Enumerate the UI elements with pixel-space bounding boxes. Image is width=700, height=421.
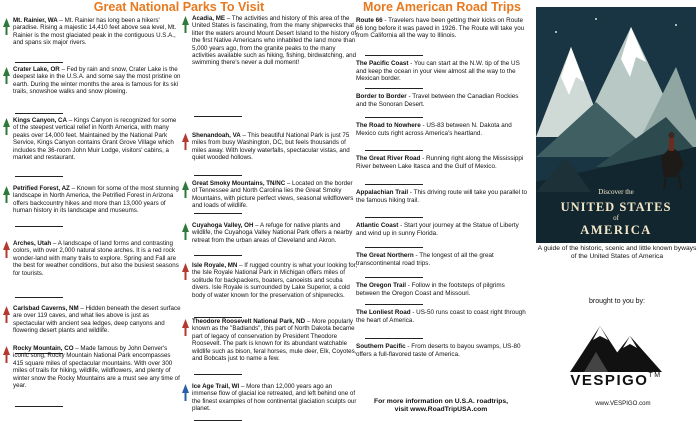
guide-description: A guide of the historic, scenic and little known byways of the United States of America <box>537 245 697 260</box>
road-trip-body: - From deserts to bayou swamps, US-80 offers a full-flavored taste of America. <box>356 343 521 358</box>
park-name: Kings Canyon, CA <box>13 117 67 124</box>
park-entry <box>3 185 181 223</box>
park-name: Carlsbad Caverns, NM <box>13 305 79 312</box>
park-description <box>192 132 358 162</box>
poster-of: of <box>613 214 619 222</box>
park-body: – More than 12,000 years ago an immense flow of glacial ice retreated, and left behind one of the finest examples of how continental glaciation sculpts our planet. <box>192 383 357 413</box>
park-description <box>13 185 181 215</box>
national-parks-heading: Great National Parks To Visit <box>93 0 265 14</box>
more-info-link[interactable]: visit www.RoadTripUSA.com <box>394 406 488 413</box>
road-trip-entry <box>356 60 528 83</box>
park-name: Ice Age Trail, WI <box>192 383 240 390</box>
divider-line <box>15 297 63 298</box>
park-entry <box>182 222 358 252</box>
road-trip-name: Border to Border <box>356 93 407 100</box>
road-trip-entry <box>356 93 528 108</box>
park-body: – Made famous by John Denver's iconic song, Rocky Mountain National Park encompasses 415 square miles of spectacular mountains. With over 300 miles of trails for hiking, wildlife, wildflowers, and plenty of winter snow the Rocky Mountains are a must see any time of year. <box>13 345 180 390</box>
mountain-icon <box>182 133 189 150</box>
divider-line <box>194 255 242 256</box>
divider-line <box>365 117 423 118</box>
road-trip-name: Southern Pacific <box>356 343 406 350</box>
trademark-mark: TM <box>648 372 662 379</box>
divider-line <box>365 277 423 278</box>
tree-icon <box>3 118 10 135</box>
mountain-icon <box>182 319 189 336</box>
park-name: Crater Lake, OR <box>13 66 60 73</box>
park-body: – More popularly known as the "Badlands", this part of North Dakota became part of legacy of conservation by President Theodore Roosevelt. The park is known for its abundant watchable wildlife such as bison, feral horses, mule deer, Elk, Coyotes, and Bobcats just to name a few. <box>192 318 357 363</box>
divider-line <box>365 338 423 339</box>
park-name: Theodore Roosevelt National Park, ND <box>192 318 306 325</box>
road-trip-name: Appalachian Trail <box>356 189 409 196</box>
park-description <box>192 318 358 362</box>
park-entry <box>182 262 358 314</box>
road-trip-name: Route 66 <box>356 17 383 24</box>
road-trip-name: Atlantic Coast <box>356 222 399 229</box>
park-body: – Fed by rain and snow, Crater Lake is the deepest lake in the U.S.A. and some say the most pristine on earth. During the winter months the area is famous for its ski trails, snowshoe walks and snow plowing. <box>13 66 181 96</box>
park-entry <box>3 305 181 350</box>
divider-line <box>15 176 63 177</box>
divider-line <box>365 55 423 56</box>
mountain-icon <box>3 346 10 363</box>
divider-line <box>194 374 242 375</box>
park-name: Great Smoky Mountains, TN/NC <box>192 180 286 187</box>
road-trip-entry <box>356 189 528 204</box>
park-description <box>13 117 181 161</box>
park-description <box>192 262 358 299</box>
road-trip-name: The Road to Nowhere <box>356 122 421 129</box>
road-trip-entry <box>356 122 528 137</box>
road-trip-name: The Lonliest Road <box>356 309 411 316</box>
tree-icon <box>182 223 189 240</box>
tree-icon <box>182 181 189 198</box>
road-trip-body: - Travel between the Canadian Rockies and the Sonoran Desert. <box>356 93 519 108</box>
park-body: – The activities and history of this area of the United States is fascinating, from the many shipwrecks that litter the waters around Mount Desert Island to the history of the first Native Americans who inhabited the land more than 5,000 years ago, from the granite peaks to the many activities available such as hiking, fishing, birdwatching, and swimming there's never a dull moment! <box>192 15 357 67</box>
divider-line <box>194 213 242 214</box>
park-entry <box>182 383 358 417</box>
park-entry <box>182 180 358 210</box>
mountain-peaks-icon <box>568 318 664 374</box>
glacier-icon <box>182 384 189 401</box>
brought-by-label: brought to you by: <box>588 298 646 305</box>
road-trip-entry <box>356 282 528 297</box>
poster-image <box>536 7 696 243</box>
road-trip-body: - Running right along the Mississippi River between Lake Itasca and the Gulf of Mexico. <box>356 155 524 170</box>
road-trip-name: The Great River Road <box>356 155 421 162</box>
park-name: Mt. Rainier, WA <box>13 17 58 24</box>
tree-icon <box>3 186 10 203</box>
park-entry <box>3 240 181 294</box>
park-description <box>192 222 358 244</box>
road-trip-entry <box>356 343 528 358</box>
park-description <box>13 345 181 389</box>
road-trip-body: - Start your journey at the Statue of Liberty and wind up in sunny Florida. <box>356 222 519 237</box>
road-trip-name: The Oregon Trail <box>356 282 407 289</box>
park-entry <box>3 66 181 110</box>
park-body: – Hidden beneath the desert surface are over 119 caves, and what lies above is just as spectacular with ancient sea ledges, deep canyons and flowering desert plants and wildlife. <box>13 305 181 335</box>
park-description <box>192 15 358 67</box>
park-name: Acadia, ME <box>192 15 226 22</box>
mountain-icon <box>3 241 10 258</box>
road-trip-body: - This driving route will take you parallel to the famous hiking trail. <box>356 189 528 204</box>
road-trip-body: - US-50 runs coast to coast right through the heart of America. <box>356 309 526 324</box>
road-trip-entry <box>356 252 528 267</box>
poster-america: AMERICA <box>580 223 652 237</box>
road-trip-entry <box>356 309 528 324</box>
park-name: Shenandoah, VA <box>192 132 241 139</box>
park-entry <box>3 117 181 173</box>
road-trip-name: The Great Northern <box>356 252 414 259</box>
park-body: – If rugged country is what your looking for, the Isle Royale National Park in Michigan offers miles of solitude for backpackers, boaters, canoeists and scuba divers. Isle Royale is surrounded by Lake Superior, a cold body of water known for the preservation of shipwrecks. <box>192 262 358 299</box>
divider-line <box>15 226 63 227</box>
divider-line <box>194 116 242 117</box>
divider-line <box>365 247 423 248</box>
park-description <box>13 305 181 335</box>
road-trip-body: - You can start at the N.W. tip of the US and keep the ocean in your view almost all the way to the Mexican border. <box>356 60 520 82</box>
road-trip-entry <box>356 222 528 237</box>
road-trip-name: The Pacific Coast <box>356 60 409 67</box>
more-info <box>355 398 527 414</box>
road-trip-entry <box>356 17 528 40</box>
divider-line <box>365 88 423 89</box>
divider-line <box>15 62 63 63</box>
park-name: Rocky Mountain, CO <box>13 345 74 352</box>
park-entry <box>182 15 358 113</box>
brand-name: VESPIGO <box>570 372 649 389</box>
park-body: – A refuge for native plants and wildlife, the Cuyahoga Valley National Park offers a nearby retreat from the urban areas of Cleveland and Akron. <box>192 222 353 244</box>
poster-united-states: UNITED STATES <box>560 200 672 214</box>
park-description <box>13 17 181 47</box>
road-trip-body: - Travelers have been getting their kicks on Route 66 long before it was paved in 1926. The Route will take you from California all the way to Illinois. <box>356 17 525 39</box>
park-body: – Kings Canyon is recognized for some of the steepest vertical relief in North America, with many peaks over 14,000 feet. Maintained by the National Park Service, Kings Canyon contains Grant Grove Village which includes the 36-room John Muir Lodge, visitors' cabins, a market and restaurant. <box>13 117 177 162</box>
tree-icon <box>3 67 10 84</box>
park-name: Petrified Forest, AZ <box>13 185 70 192</box>
park-entry <box>3 17 181 59</box>
park-body: – Located on the border of Tennessee and North Carolina lies the Great Smoky Mountains, with picture perfect views, seasonal wildflowers and loads of wildlife. <box>192 180 354 210</box>
park-entry <box>182 132 358 172</box>
park-body: – This beautiful National Park is just 75 miles from busy Washington, DC, but feels thousands of miles away. With lovely waterfalls, spectacular vistas, and quiet wooded hollows. <box>192 132 350 162</box>
park-name: Isle Royale, MN <box>192 262 238 269</box>
park-body: – Known for some of the most stunning landscape in North America, the Petrified Forest in Arizona offers backcountry hikes and more than 13,000 years of human history in its landscape and museums. <box>13 185 179 215</box>
mountain-icon <box>182 263 189 280</box>
divider-line <box>365 304 423 305</box>
road-trip-entry <box>356 155 528 170</box>
divider-line <box>15 113 63 114</box>
divider-line <box>15 406 63 407</box>
road-trip-body: - US-83 between N. Dakota and Mexico cuts right across America's heartland. <box>356 122 512 137</box>
divider-line <box>365 217 423 218</box>
divider-line <box>365 150 423 151</box>
park-name: Arches, Utah <box>13 240 52 247</box>
tree-icon <box>182 16 189 33</box>
park-description <box>192 180 358 210</box>
park-name: Cuyahoga Valley, OH <box>192 222 254 229</box>
park-description <box>13 66 181 96</box>
park-body: – A landscape of land forms and contrasting colors, with over 2,000 natural stone arches. It is a red rock wonder-land with many trails to explore. Spring and Fall are the best for weather conditions, but also the busiest seasons for tourists. <box>13 240 179 277</box>
divider-line <box>365 184 423 185</box>
mountain-icon <box>3 306 10 323</box>
poster-discover: Discover the <box>598 188 634 196</box>
park-body: – Mt. Rainier has long been a hikers' paradise. Rising a majestic 14,410 feet above sea level, Mt. Rainier is the most glaciated peak in the contiguous U.S.A., and spans six major rivers. <box>13 17 177 47</box>
road-trips-heading: More American Road Trips <box>363 0 521 14</box>
park-description <box>192 383 358 413</box>
road-trip-body: - The longest of all the great transcontinental road trips. <box>356 252 494 267</box>
more-info-line1: For more information on U.S.A. roadtrips, <box>373 398 509 405</box>
park-entry <box>182 318 358 371</box>
road-trip-body: - Follow in the footsteps of pilgrims between the Oregon Coast and Missouri. <box>356 282 505 297</box>
tree-icon <box>3 18 10 35</box>
park-entry <box>3 345 181 403</box>
vespigo-website[interactable]: www.VESPIGO.com <box>595 400 651 407</box>
park-description <box>13 240 181 277</box>
divider-line <box>194 175 242 176</box>
vespigo-logo <box>553 372 679 389</box>
